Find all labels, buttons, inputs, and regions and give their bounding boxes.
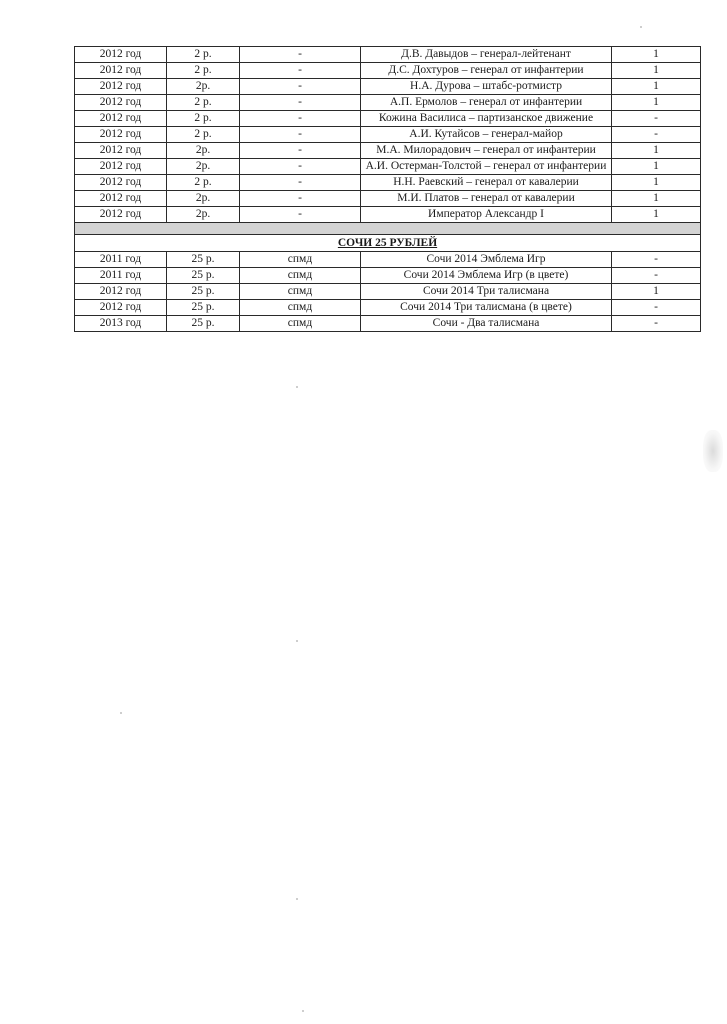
cell-name: Н.А. Дурова – штабс-ротмистр — [361, 79, 612, 95]
cell-year: 2012 год — [75, 79, 167, 95]
cell-name: Д.В. Давыдов – генерал-лейтенант — [361, 47, 612, 63]
cell-year: 2012 год — [75, 284, 167, 300]
scan-speck — [296, 640, 298, 642]
cell-year: 2013 год — [75, 316, 167, 332]
table-row — [75, 143, 701, 159]
cell-denomination: 2 р. — [167, 47, 240, 63]
cell-name: А.И. Кутайсов – генерал-майор — [361, 127, 612, 143]
cell-name: Кожина Василиса – партизанское движение — [361, 111, 612, 127]
cell-name: Сочи 2014 Три талисмана (в цвете) — [361, 300, 612, 316]
cell-name: Сочи 2014 Эмблема Игр (в цвете) — [361, 268, 612, 284]
cell-name: М.А. Милорадович – генерал от инфантерии — [361, 143, 612, 159]
cell-year: 2012 год — [75, 95, 167, 111]
table-row — [75, 252, 701, 268]
cell-mint: - — [240, 95, 361, 111]
cell-qty: - — [612, 127, 701, 143]
cell-year: 2012 год — [75, 300, 167, 316]
table-row — [75, 300, 701, 316]
cell-year: 2012 год — [75, 175, 167, 191]
table-row — [75, 175, 701, 191]
section-title: СОЧИ 25 РУБЛЕЙ — [75, 235, 701, 252]
cell-name: А.И. Остерман-Толстой – генерал от инфантерии — [361, 159, 612, 175]
cell-mint: спмд — [240, 284, 361, 300]
table-row — [75, 63, 701, 79]
cell-qty: 1 — [612, 47, 701, 63]
cell-mint: спмд — [240, 252, 361, 268]
table-row — [75, 111, 701, 127]
separator-cell — [75, 223, 701, 235]
cell-denomination: 2 р. — [167, 175, 240, 191]
cell-name: А.П. Ермолов – генерал от инфантерии — [361, 95, 612, 111]
cell-year: 2012 год — [75, 143, 167, 159]
cell-name: Сочи - Два талисмана — [361, 316, 612, 332]
cell-qty: - — [612, 300, 701, 316]
cell-qty: 1 — [612, 143, 701, 159]
cell-denomination: 2р. — [167, 143, 240, 159]
cell-year: 2012 год — [75, 47, 167, 63]
cell-denomination: 25 р. — [167, 300, 240, 316]
cell-denomination: 25 р. — [167, 284, 240, 300]
cell-mint: - — [240, 63, 361, 79]
cell-year: 2012 год — [75, 207, 167, 223]
cell-mint: спмд — [240, 268, 361, 284]
cell-qty: 1 — [612, 79, 701, 95]
cell-denomination: 2 р. — [167, 63, 240, 79]
cell-name: Сочи 2014 Три талисмана — [361, 284, 612, 300]
table-row — [75, 191, 701, 207]
cell-qty: 1 — [612, 207, 701, 223]
cell-qty: 1 — [612, 175, 701, 191]
table-row — [75, 284, 701, 300]
cell-mint: - — [240, 159, 361, 175]
cell-year: 2012 год — [75, 127, 167, 143]
cell-name: Император Александр I — [361, 207, 612, 223]
cell-year: 2012 год — [75, 159, 167, 175]
cell-qty: - — [612, 316, 701, 332]
cell-name: Н.Н. Раевский – генерал от кавалерии — [361, 175, 612, 191]
cell-denomination: 25 р. — [167, 316, 240, 332]
cell-denomination: 2 р. — [167, 111, 240, 127]
cell-qty: 1 — [612, 63, 701, 79]
table-row — [75, 268, 701, 284]
cell-mint: спмд — [240, 316, 361, 332]
cell-mint: спмд — [240, 300, 361, 316]
table-row — [75, 316, 701, 332]
cell-year: 2012 год — [75, 111, 167, 127]
table-row — [75, 47, 701, 63]
table-row — [75, 79, 701, 95]
cell-denomination: 25 р. — [167, 252, 240, 268]
separator-row — [75, 223, 701, 235]
cell-name: Сочи 2014 Эмблема Игр — [361, 252, 612, 268]
cell-qty: 1 — [612, 95, 701, 111]
cell-qty: 1 — [612, 159, 701, 175]
cell-mint: - — [240, 175, 361, 191]
cell-year: 2011 год — [75, 268, 167, 284]
cell-year: 2012 год — [75, 63, 167, 79]
cell-qty: - — [612, 111, 701, 127]
cell-year: 2011 год — [75, 252, 167, 268]
cell-mint: - — [240, 191, 361, 207]
table-row — [75, 159, 701, 175]
table-row — [75, 95, 701, 111]
cell-qty: 1 — [612, 284, 701, 300]
cell-qty: - — [612, 252, 701, 268]
cell-name: Д.С. Дохтуров – генерал от инфантерии — [361, 63, 612, 79]
cell-denomination: 2 р. — [167, 127, 240, 143]
scan-smudge — [703, 430, 723, 472]
table-row — [75, 207, 701, 223]
cell-denomination: 2 р. — [167, 95, 240, 111]
scan-speck — [120, 712, 122, 714]
cell-qty: - — [612, 268, 701, 284]
cell-denomination: 2р. — [167, 159, 240, 175]
coin-table-body — [75, 47, 701, 332]
coin-table — [74, 46, 701, 332]
cell-mint: - — [240, 79, 361, 95]
cell-qty: 1 — [612, 191, 701, 207]
cell-denomination: 2р. — [167, 79, 240, 95]
cell-denomination: 2р. — [167, 207, 240, 223]
scan-speck — [296, 898, 298, 900]
scan-speck — [640, 26, 642, 28]
cell-mint: - — [240, 143, 361, 159]
scan-speck — [296, 386, 298, 388]
scan-speck — [302, 1010, 304, 1012]
cell-name: М.И. Платов – генерал от кавалерии — [361, 191, 612, 207]
cell-mint: - — [240, 47, 361, 63]
cell-mint: - — [240, 127, 361, 143]
cell-year: 2012 год — [75, 191, 167, 207]
cell-mint: - — [240, 111, 361, 127]
section-header-row — [75, 235, 701, 252]
cell-denomination: 2р. — [167, 191, 240, 207]
cell-mint: - — [240, 207, 361, 223]
cell-denomination: 25 р. — [167, 268, 240, 284]
table-row — [75, 127, 701, 143]
